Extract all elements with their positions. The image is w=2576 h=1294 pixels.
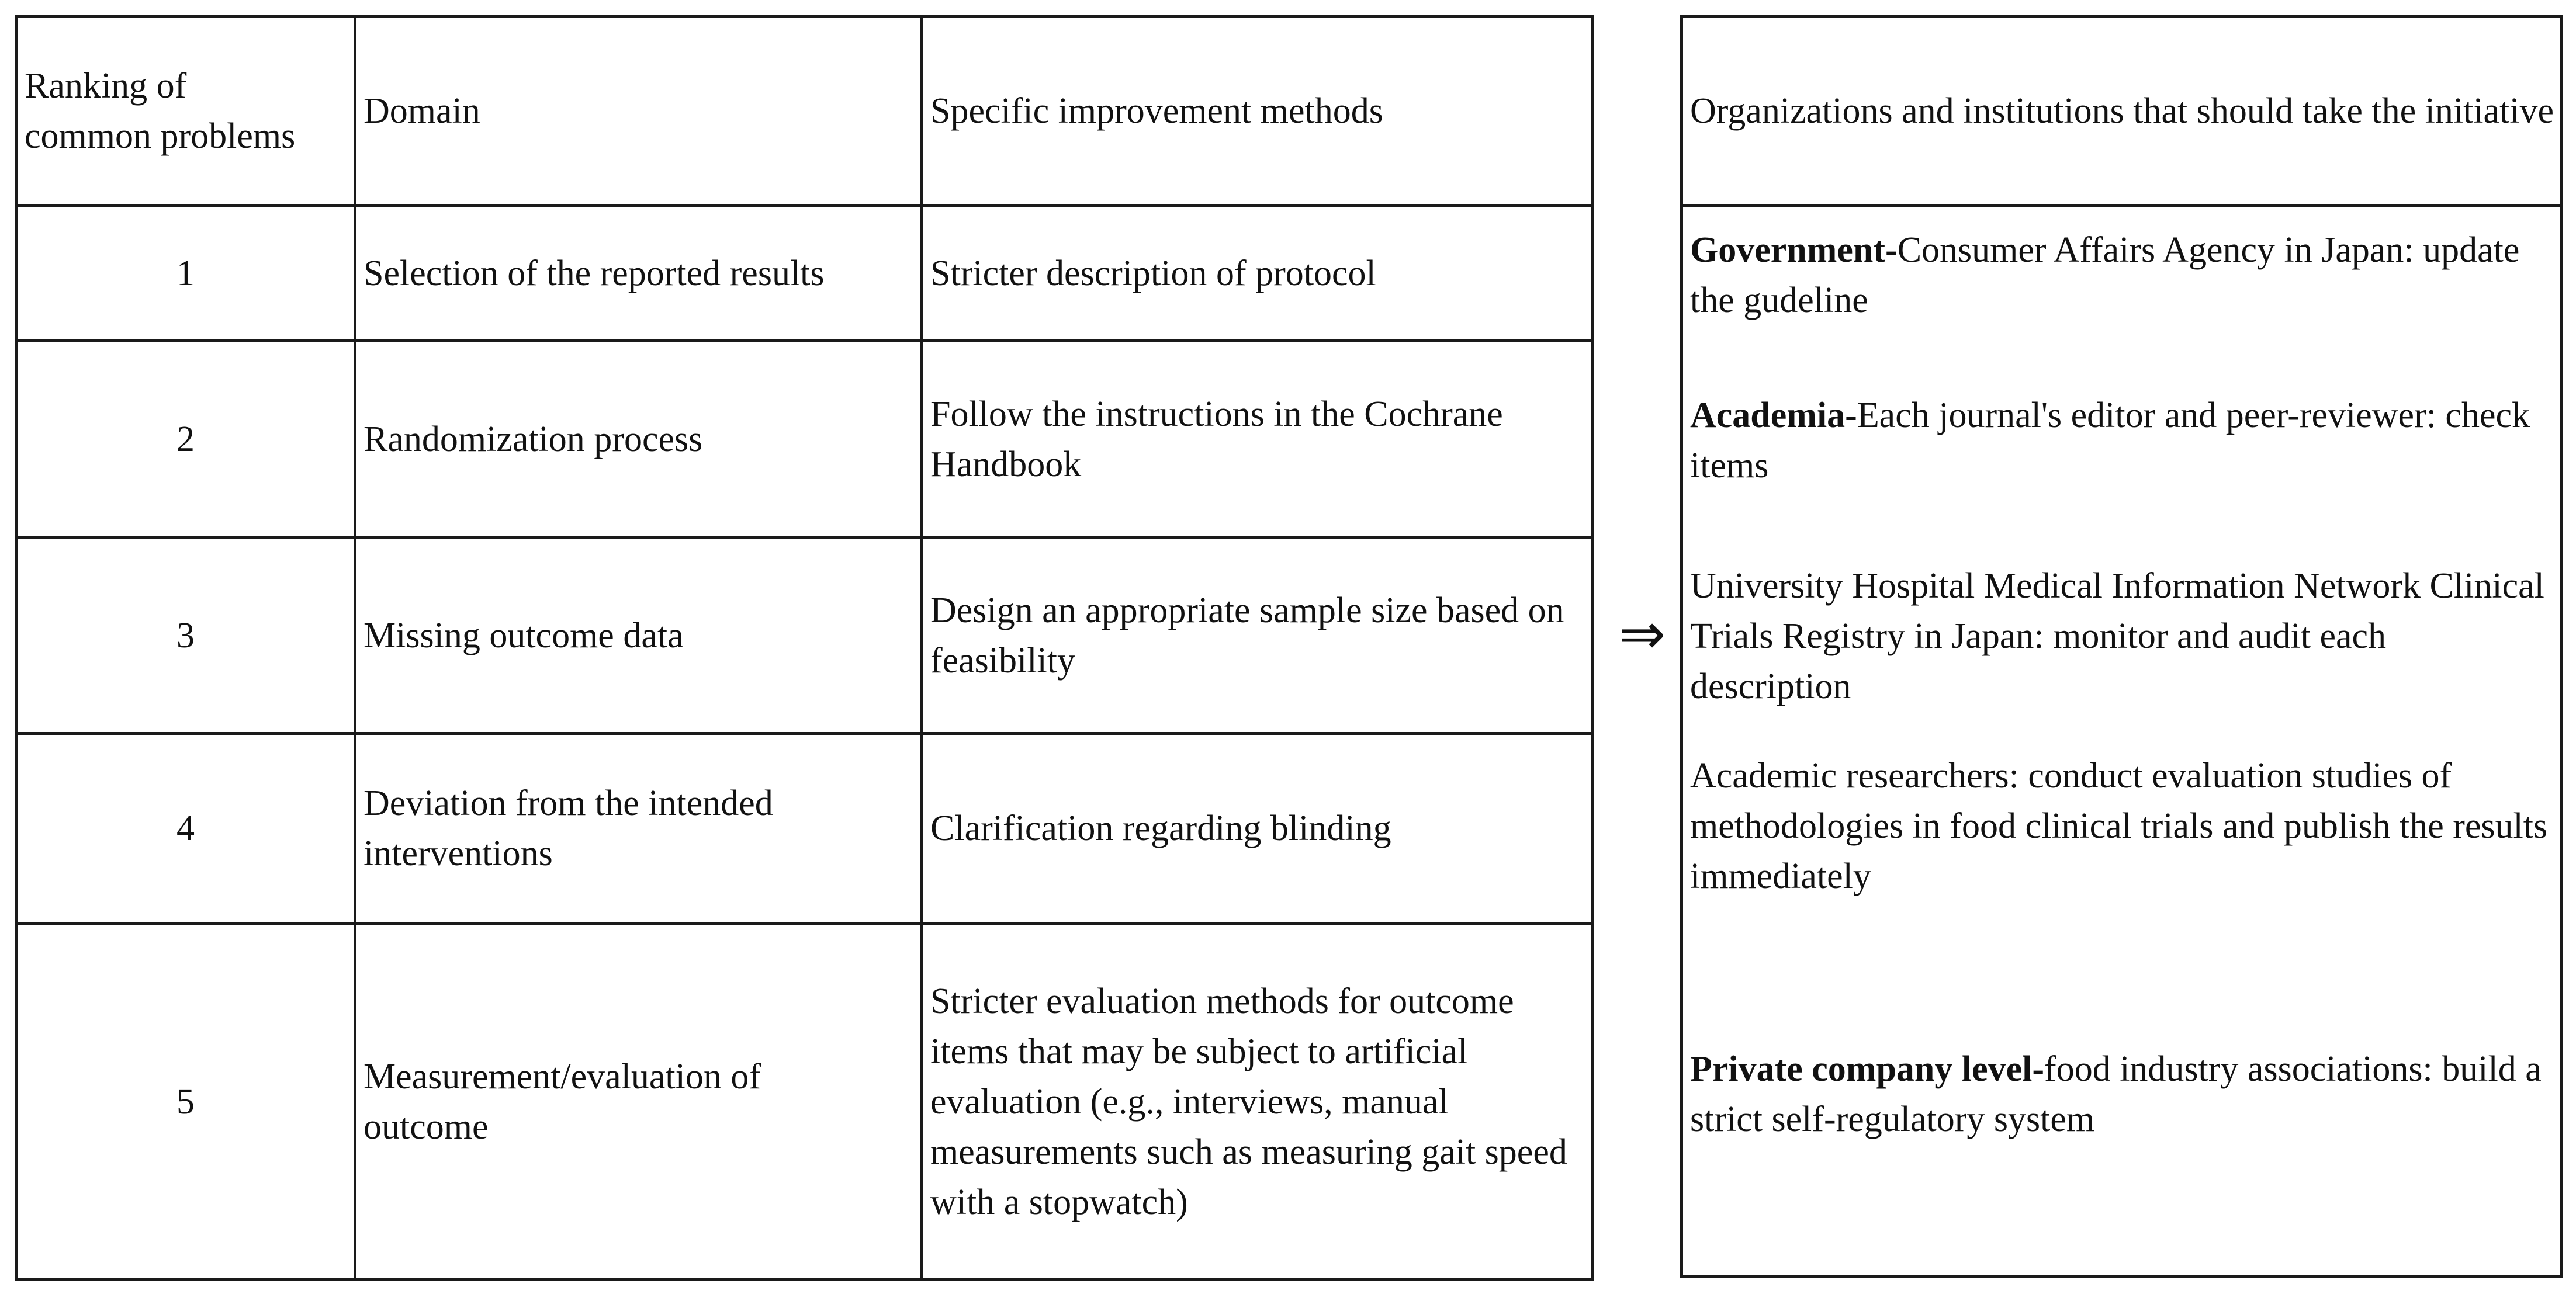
right-arrow-icon: ⇒ (1618, 601, 1666, 667)
domain-cell: Selection of the reported results (355, 206, 922, 341)
method-cell: Clarification regarding blinding (922, 734, 1592, 924)
org-item-label: Academia- (1690, 396, 1857, 435)
rank-cell: 3 (16, 538, 355, 734)
org-item-text: Each journal's editor and peer-reviewer: check items (1690, 396, 2530, 485)
org-item-researchers (1690, 751, 2548, 901)
rank-cell: 2 (16, 341, 355, 538)
org-item-text: Academic researchers: conduct evaluation studies of methodologies in food clinical trials and publish the results immediately (1690, 756, 2548, 896)
header-domain: Domain (355, 16, 922, 206)
table-row (16, 341, 1592, 538)
rank-cell: 1 (16, 206, 355, 341)
org-item-government (1690, 225, 2548, 325)
org-item-label: Private company level- (1690, 1049, 2045, 1089)
table-row (16, 538, 1592, 734)
table-header-row (16, 16, 1592, 206)
domain-cell: Measurement/evaluation of outcome (355, 924, 922, 1280)
organizations-header-text: Organizations and institutions that should take the initiative (1690, 91, 2554, 131)
org-item-private-company (1690, 1044, 2548, 1144)
method-cell: Follow the instructions in the Cochrane Handbook (922, 341, 1592, 538)
table-row (16, 924, 1592, 1280)
organizations-box (1680, 15, 2563, 1278)
method-cell: Stricter evaluation methods for outcome items that may be subject to artificial evaluation (e.g., interviews, manual measurements such as measuring gait speed with a stopwatch) (922, 924, 1592, 1280)
org-item-registry (1690, 561, 2548, 712)
org-item-text: Consumer Affairs Agency in Japan: update the gudeline (1690, 230, 2520, 320)
improvement-table (15, 15, 1594, 1281)
header-methods: Specific improvement methods (922, 16, 1592, 206)
org-item-label: Government- (1690, 230, 1898, 270)
org-item-text: food industry associations: build a strict self-regulatory system (1690, 1049, 2542, 1139)
domain-cell: Missing outcome data (355, 538, 922, 734)
method-cell: Design an appropriate sample size based on feasibility (922, 538, 1592, 734)
table-row (16, 206, 1592, 341)
organizations-header (1683, 18, 2560, 207)
org-item-text: University Hospital Medical Information Network Clinical Trials Registry in Japan: monitor and audit each description (1690, 566, 2544, 706)
domain-cell: Randomization process (355, 341, 922, 538)
domain-cell: Deviation from the intended interventions (355, 734, 922, 924)
header-ranking: Ranking of common problems (16, 16, 355, 206)
rank-cell: 4 (16, 734, 355, 924)
table-row (16, 734, 1592, 924)
method-cell: Stricter description of protocol (922, 206, 1592, 341)
rank-cell: 5 (16, 924, 355, 1280)
org-item-academia (1690, 390, 2548, 491)
